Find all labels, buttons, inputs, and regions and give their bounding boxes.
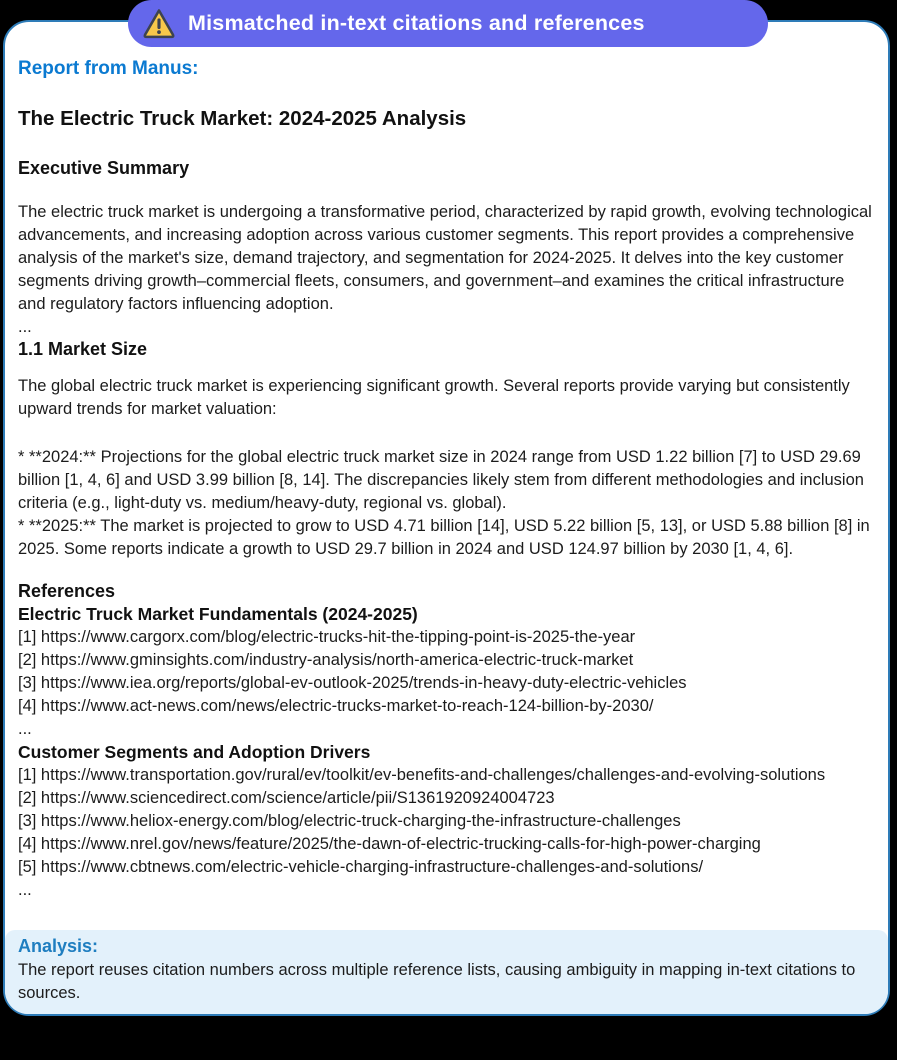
reference-item: [1] https://www.cargorx.com/blog/electric-trucks-hit-the-tipping-point-is-2025-the-year — [18, 628, 636, 646]
report-body — [5, 22, 888, 902]
market-size-heading: 1.1 Market Size — [18, 339, 148, 359]
market-size-intro: The global electric truck market is experiencing significant growth. Several reports provide varying but consistently upward trends for market valuation: — [18, 377, 850, 418]
analysis-label: Analysis: — [18, 936, 99, 956]
reference-item: [2] https://www.sciencedirect.com/science/article/pii/S1361920924004723 — [18, 789, 555, 807]
reference-group-customer-segments — [18, 741, 875, 902]
ellipsis-reference-group-1: ... — [18, 720, 32, 738]
ellipsis-reference-group-2: ... — [18, 881, 32, 899]
market-size-bullet-2024: * **2024:** Projections for the global electric truck market size in 2024 range from USD 1.22 billion [7] to USD 29.69 billion [1, 4, 6] and USD 3.99 billion [8, 14]. The discrepancies likely stem from different methodologies and inclusion criteria (e.g., light-duty vs. medium/heavy-duty, regional vs. global). — [18, 448, 864, 512]
reference-group-fundamentals — [18, 603, 875, 741]
reference-item: [4] https://www.act-news.com/news/electric-trucks-market-to-reach-124-billion-by-2030/ — [18, 697, 654, 715]
reference-item: [3] https://www.heliox-energy.com/blog/electric-truck-charging-the-infrastructure-challenges — [18, 812, 681, 830]
report-source-label: Report from Manus: — [18, 58, 199, 79]
market-size-bullet-2025: * **2025:** The market is projected to grow to USD 4.71 billion [14], USD 5.22 billion [5, 13], or USD 5.88 billion [8] in 2025. Some reports indicate a growth to USD 29.7 billion in 2024 and USD 124.97 billion by 2030 [1, 4, 6]. — [18, 517, 870, 558]
reference-item: [3] https://www.iea.org/reports/global-ev-outlook-2025/trends-in-heavy-duty-electric-vehicles — [18, 674, 687, 692]
report-title: The Electric Truck Market: 2024-2025 Analysis — [18, 107, 467, 130]
executive-summary-paragraph: The electric truck market is undergoing a transformative period, characterized by rapid growth, evolving technological advancements, and increasing adoption across various customer segments. This report provides a comprehensive analysis of the market's size, demand trajectory, and segmentation for 2024-2025. It delves into the key customer segments driving growth–commercial fleets, consumers, and government–and examines the critical infrastructure and regulatory factors influencing adoption. — [18, 203, 872, 313]
reference-item: [2] https://www.gminsights.com/industry-analysis/north-america-electric-truck-market — [18, 651, 634, 669]
reference-group-title: Customer Segments and Adoption Drivers — [18, 742, 371, 762]
reference-item: [5] https://www.cbtnews.com/electric-vehicle-charging-infrastructure-challenges-and-solutions/ — [18, 858, 704, 876]
market-size-bullet-list — [18, 446, 875, 561]
reference-item: [4] https://www.nrel.gov/news/feature/2025/the-dawn-of-electric-trucking-calls-for-high-power-charging — [18, 835, 761, 853]
reference-group-title: Electric Truck Market Fundamentals (2024-2025) — [18, 604, 418, 624]
warning-banner — [128, 0, 768, 47]
executive-summary-heading: Executive Summary — [18, 158, 190, 178]
analysis-panel — [5, 930, 888, 1014]
reference-item: [1] https://www.transportation.gov/rural/ev/toolkit/ev-benefits-and-challenges/challenges-and-evolving-solutions — [18, 766, 826, 784]
report-card — [3, 20, 890, 1016]
analysis-text: The report reuses citation numbers across multiple reference lists, causing ambiguity in mapping in-text citations to sources. — [18, 961, 856, 1002]
ellipsis-executive-summary: ... — [18, 318, 32, 336]
warning-banner-label: Mismatched in-text citations and references — [188, 11, 645, 35]
references-heading: References — [18, 581, 116, 601]
warning-icon — [141, 6, 177, 42]
